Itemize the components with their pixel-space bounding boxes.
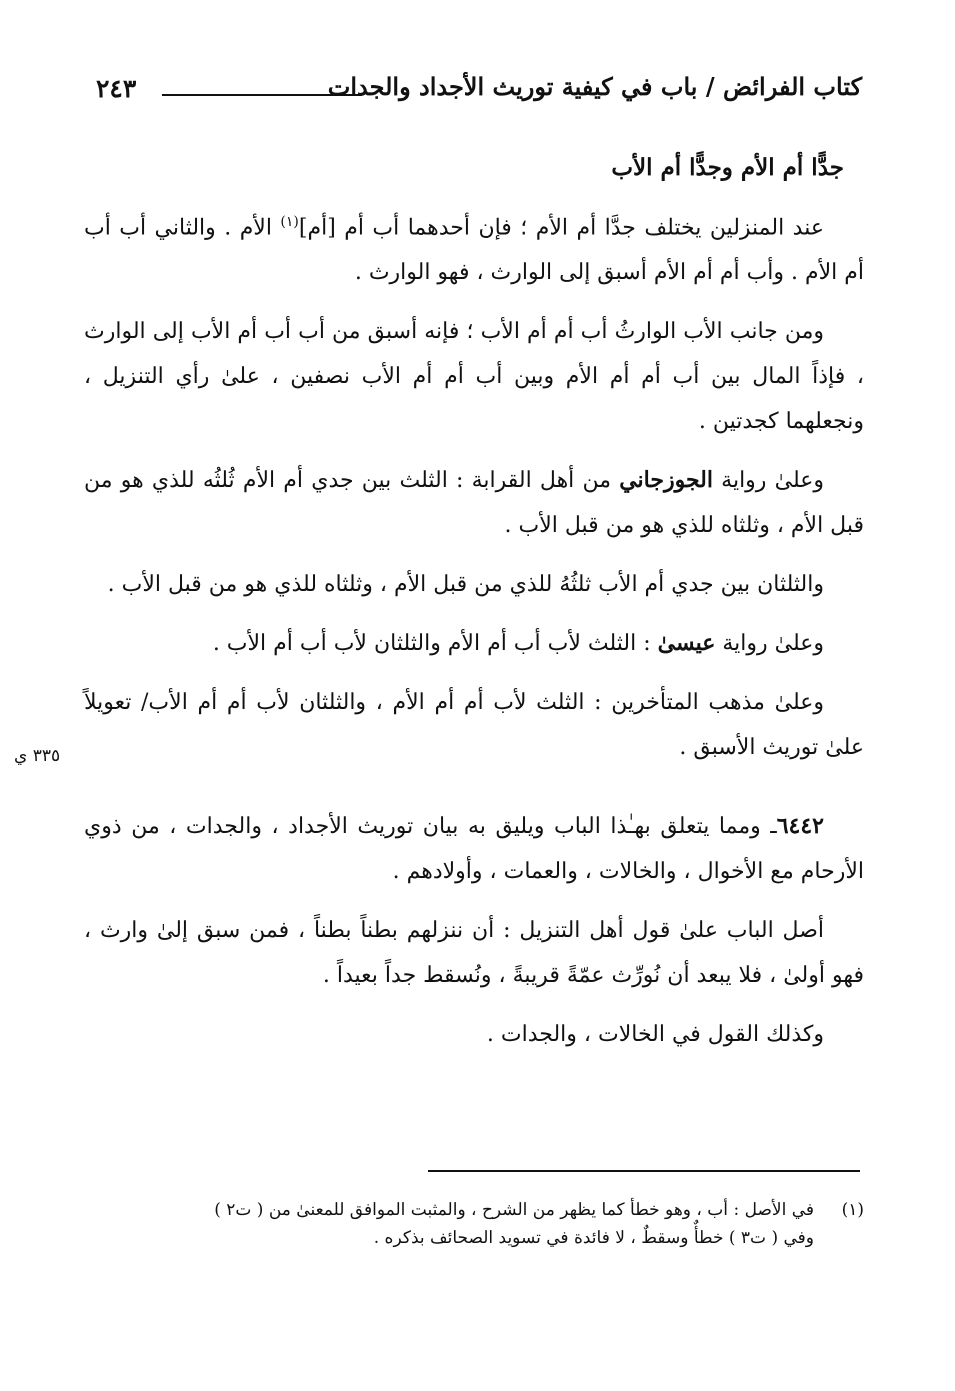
- footnote-text-1: في الأصل : أب ، وهو خطأ كما يظهر من الشرح ، والمثبت الموافق للمعنىٰ من ( ت٢ ): [214, 1200, 814, 1220]
- footnote-line: [84, 1196, 864, 1224]
- paragraph-3-text-b: من أهل القرابة : الثلث بين جدي أم الأم ثُلثُه للذي هو من قبل الأم ، وثلثاه للذي هو من قبل الأب .: [84, 468, 864, 539]
- margin-manuscript-ref: ٣٣٥ ي: [14, 746, 61, 766]
- paragraph-5-text-a: وعلىٰ رواية: [715, 631, 824, 657]
- footnotes: [84, 1196, 864, 1252]
- page-number: ٢٤٣: [96, 74, 137, 103]
- paragraph-7: [84, 804, 864, 894]
- paragraph-1-text-a: عند المنزلين يختلف جدَّا أم الأم ؛ فإن أحدهما أب أم [أم]: [298, 215, 824, 241]
- narrator-name-jawzjani: الجوزجاني: [619, 467, 713, 494]
- paragraph-8: أصل الباب علىٰ قول أهل التنزيل : أن ننزلهم بطناً بطناً ، فمن سبق إلىٰ وارث ، فهو أولىٰ ، فلا يبعد أن نُورِّث عمّةً قريبةً ، ونُسقط جداً بعيداً .: [84, 918, 864, 989]
- main-text: [84, 145, 864, 1071]
- paragraph-3-text-a: وعلىٰ رواية: [712, 468, 824, 494]
- paragraph-5: [84, 621, 864, 666]
- footnote-rule: [428, 1170, 860, 1172]
- paragraph-4: والثلثان بين جدي أم الأب ثلثُهُ للذي من قبل الأم ، وثلثاه للذي هو من قبل الأب .: [107, 572, 824, 598]
- narrator-name-isa: عيسىٰ: [657, 630, 716, 657]
- paragraph-9: وكذلك القول في الخالات ، والجدات .: [486, 1022, 824, 1048]
- paragraph-3: [84, 458, 864, 548]
- paragraph-6: وعلىٰ مذهب المتأخرين : الثلث لأب أم أم الأم ، والثلثان لأب أم أم الأب/ تعويلاً علىٰ توريث الأسبق .: [84, 690, 864, 761]
- running-title: كتاب الفرائض / باب في كيفية توريث الأجداد والجدات: [327, 72, 862, 101]
- footnote-marker: (١): [841, 1200, 864, 1220]
- footnote-text-2: وفي ( ت٣ ) خطأٌ وسقطٌ ، لا فائدة في تسويد الصحائف بذكره .: [373, 1228, 814, 1248]
- paragraph-5-text-b: : الثلث لأب أب أم الأم والثلثان لأب أب أم الأب .: [212, 631, 658, 657]
- paragraph-1: [84, 200, 864, 295]
- section-heading: جدًّا أم الأم وجدًّا أم الأب: [611, 154, 844, 181]
- paragraph-7-text: ـ ومما يتعلق بهـٰذا الباب ويليق به بيان توريث الأجداد ، والجدات ، من ذوي الأرحام مع الأخوال ، والخالات ، والعمات ، وأولادهم .: [84, 814, 864, 885]
- footnote-ref[interactable]: (١): [280, 214, 299, 230]
- paragraph-1-text-b: الأم . والثاني أب أب أم الأم . وأب أم أم الأم أسبق إلى الوارث ، فهو الوارث .: [84, 215, 864, 286]
- issue-number: ٦٤٤٢: [776, 813, 824, 840]
- page-header: [96, 72, 862, 112]
- paragraph-2: ومن جانب الأب الوارثُ أب أم أم الأب ؛ فإنه أسبق من أب أب أم الأب إلى الوارث ، فإذاً المال بين أب أم أم الأم وبين أب أم أم الأب نصفين ، علىٰ رأي التنزيل ، ونجعلهما كجدتين .: [84, 319, 864, 435]
- footnote-line: [84, 1224, 864, 1252]
